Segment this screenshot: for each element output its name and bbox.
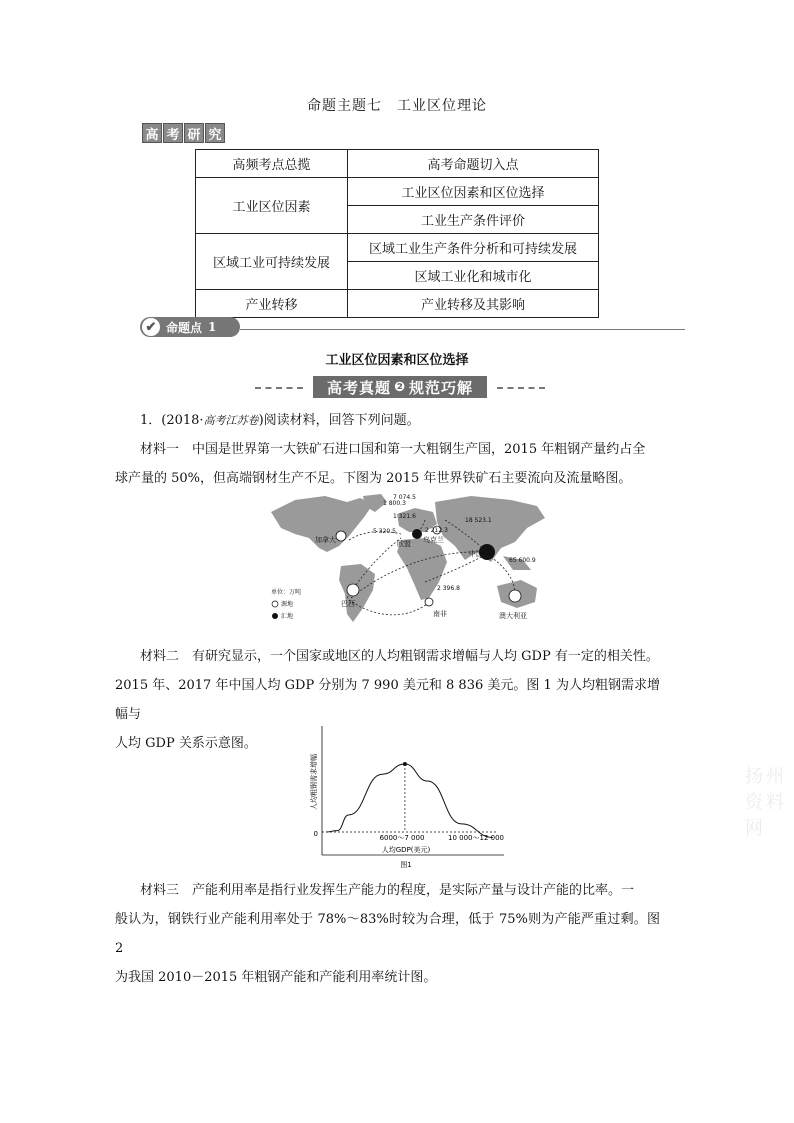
material-2-line: 2015 年、2017 年中国人均 GDP 分别为 7 990 美元和 8 836 美元。图 1 为人均粗钢需求增幅与 [115, 678, 660, 722]
material-2-line: 材料二 有研究显示，一个国家或地区的人均粗钢需求增幅与人均 GDP 有一定的相关性。 [140, 649, 659, 664]
x-tick-label: 6000～7 000 [379, 834, 425, 842]
material-2-line: 人均 GDP 关系示意图。 [115, 736, 257, 751]
mingti-label: 命题点 [166, 320, 203, 335]
y-axis-label: 人均粗钢需求增幅 [310, 754, 318, 810]
question-suffix: )阅读材料，回答下列问题。 [258, 413, 420, 428]
banner-box [313, 376, 487, 398]
material-1 [115, 435, 660, 493]
table-topic: 产业转移 [196, 290, 348, 318]
source-node [347, 584, 359, 596]
topics-table [195, 149, 599, 318]
place-label: 南非 [433, 610, 447, 618]
table-point: 区域工业化和城市化 [348, 262, 599, 290]
watermark: 扬州资料网 [745, 766, 787, 839]
divider [255, 387, 303, 389]
material-3 [115, 876, 660, 992]
section-title: 工业区位因素和区位选择 [325, 353, 469, 368]
place-label: 澳大利亚 [499, 612, 527, 620]
gaokao-zhenti-banner [255, 376, 545, 400]
x-tick-label: 10 000～12 000 [448, 834, 504, 842]
place-label: 加拿大 [315, 536, 336, 544]
iron-ore-flow-map [265, 490, 550, 630]
material-3-line: 为我国 2010－2015 年粗钢产能和产能利用率统计图。 [115, 970, 437, 985]
sink-node [412, 529, 422, 539]
series-line [326, 764, 493, 837]
divider [240, 329, 685, 330]
legend-source: 源地 [281, 601, 294, 608]
gaokao-yanjiu-badge [142, 123, 225, 143]
place-label: 中国 [469, 550, 483, 558]
material-3-line: 般认为，钢铁行业产能利用率处于 78%～83%时较为合理，低于 75%则为产能严重过剩。图 2 [115, 912, 660, 956]
material-3-line: 材料三 产能利用率是指行业发挥生产能力的程度，是实际产量与设计产能的比率。一 [140, 883, 635, 898]
peak-point [403, 762, 407, 766]
banner-left: 高考真题 [326, 378, 391, 397]
check-icon: ✔ [142, 318, 160, 336]
table-header: 高频考点总揽 [196, 150, 348, 178]
question-source: 高考江苏卷 [203, 414, 259, 427]
table-point: 工业生产条件评价 [348, 206, 599, 234]
table-topic: 工业区位因素 [196, 178, 348, 234]
table-row [196, 178, 599, 206]
gdp-steel-demand-chart [308, 722, 508, 872]
flow-label: 65 600.9 [509, 557, 536, 564]
place-label: 乌克兰 [423, 536, 444, 544]
table-header-row [196, 150, 599, 178]
badge-char: 考 [163, 123, 183, 143]
table-header: 高考命题切入点 [348, 150, 599, 178]
table-topic: 区域工业可持续发展 [196, 234, 348, 290]
flow-label: 18 523.1 [465, 517, 492, 524]
divider [497, 387, 545, 389]
mingti-pill [140, 317, 240, 337]
badge-char: 研 [184, 123, 204, 143]
flow-label: 1 800.3 [383, 500, 406, 507]
legend-source-icon [272, 601, 278, 607]
badge-char: 高 [142, 123, 162, 143]
y-tick-label: 0 [313, 830, 318, 838]
question-prefix: 1．(2018· [140, 413, 204, 428]
table-point: 区域工业生产条件分析和可持续发展 [348, 234, 599, 262]
place-label: 巴西 [341, 600, 355, 608]
table-point: 工业区位因素和区位选择 [348, 178, 599, 206]
page-title: 命题主题七 工业区位理论 [307, 98, 487, 114]
flow-label: 1 321.6 [393, 513, 416, 520]
place-label: 欧盟 [397, 540, 411, 548]
material-1-line: 材料一 中国是世界第一大铁矿石进口国和第一大粗钢生产国，2015 年粗钢产量约占全 [140, 442, 646, 457]
source-node [336, 531, 346, 541]
source-node [509, 590, 521, 602]
table-row [196, 290, 599, 318]
banner-mid: ❷ [393, 379, 406, 395]
flow-label: 2 212.3 [425, 527, 448, 534]
flow-label: 5 320.5 [373, 528, 396, 535]
flow-label: 2 396.8 [437, 585, 460, 592]
x-axis-label: 人均GDP(美元) [381, 846, 431, 854]
table-row [196, 234, 599, 262]
badge-char: 究 [205, 123, 225, 143]
source-node [425, 598, 433, 606]
mingti-point-bar [140, 317, 685, 339]
flow-label: 7 074.5 [393, 494, 416, 501]
material-1-line: 球产量的 50%，但高端钢材生产不足。下图为 2015 年世界铁矿石主要流向及流量略图。 [115, 471, 632, 486]
question-stem [140, 406, 660, 435]
banner-right: 规范巧解 [409, 378, 474, 397]
legend-sink: 汇地 [281, 613, 294, 620]
figure-caption: 图1 [400, 861, 412, 869]
mingti-number: 1 [208, 320, 217, 334]
legend-unit: 单位：万吨 [271, 589, 302, 596]
table-point: 产业转移及其影响 [348, 290, 599, 318]
legend-sink-icon [272, 613, 278, 619]
